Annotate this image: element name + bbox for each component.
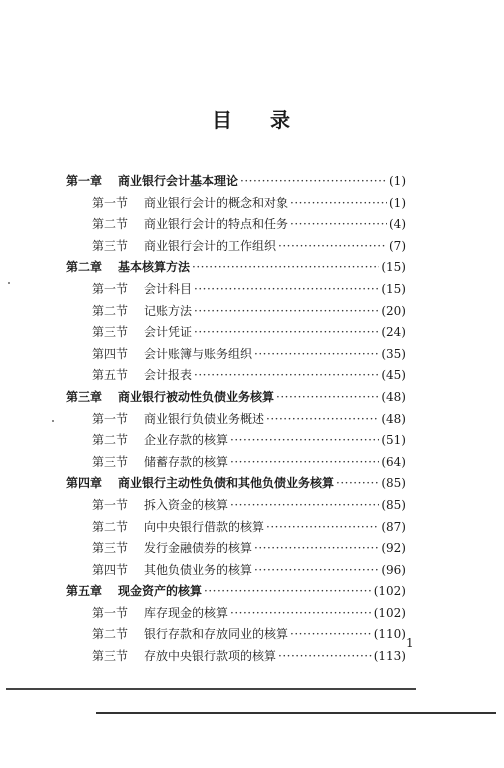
- toc-entry-number: 第二章: [66, 260, 103, 275]
- toc-chapter-row: [66, 387, 406, 409]
- toc-entry-title: 基本核算方法: [118, 260, 191, 275]
- toc-section-row: [66, 193, 406, 215]
- toc-leader-dots: [194, 322, 379, 344]
- toc-leader-dots: [278, 646, 372, 668]
- toc-chapter-row: [66, 171, 406, 193]
- toc-entry-title: 其他负债业务的核算: [144, 562, 253, 577]
- toc-leader-dots: [254, 538, 379, 560]
- toc-section-row: [66, 365, 406, 387]
- toc-leader-dots: [254, 344, 379, 366]
- toc-entry-number: 第二节: [92, 627, 129, 642]
- toc-section-row: [66, 279, 406, 301]
- toc-entry-title: 会计科目: [144, 281, 193, 296]
- toc-leader-dots: [194, 301, 379, 323]
- toc-entry-title: 存放中央银行款项的核算: [144, 649, 277, 664]
- toc-page-ref: (20): [381, 303, 406, 318]
- toc-leader-dots: [254, 560, 379, 582]
- toc-leader-dots: [194, 365, 379, 387]
- toc-page-ref: (113): [373, 649, 406, 664]
- toc-section-row: [66, 409, 406, 431]
- toc-entry-title: 商业银行会计的特点和任务: [144, 217, 289, 232]
- toc-leader-dots: [194, 279, 379, 301]
- toc-section-row: [66, 452, 406, 474]
- toc-entry-number: 第一章: [66, 174, 103, 188]
- scan-speck: [52, 420, 54, 422]
- toc-section-row: [66, 495, 406, 517]
- toc-entry-title: 发行金融债券的核算: [144, 541, 253, 556]
- toc-page-ref: (7): [389, 238, 406, 253]
- toc-entry-title: 会计凭证: [144, 325, 193, 340]
- toc-entry-title: 拆入资金的核算: [144, 497, 229, 512]
- toc-section-row: [66, 236, 406, 258]
- toc-page-ref: (92): [381, 541, 406, 556]
- toc-section-row: [66, 517, 406, 539]
- toc-entry-number: 第三节: [92, 325, 129, 340]
- toc-entry-title: 现金资产的核算: [118, 584, 203, 599]
- toc-leader-dots: [230, 452, 379, 474]
- toc-section-row: [66, 301, 406, 323]
- toc-entry-title: 库存现金的核算: [144, 605, 229, 620]
- toc-leader-dots: [230, 603, 372, 625]
- title-char-1: 目: [212, 108, 234, 132]
- toc-entry-number: 第三节: [92, 454, 129, 469]
- toc-entry-number: 第五章: [66, 584, 103, 599]
- toc-entry-number: 第五节: [92, 368, 129, 383]
- toc-entry-number: 第二节: [92, 217, 129, 232]
- toc-entry-number: 第二节: [92, 303, 129, 318]
- toc-entry-number: 第一节: [92, 281, 129, 296]
- toc-section-row: [66, 344, 406, 366]
- toc-leader-dots: [192, 257, 379, 279]
- toc-page-ref: (24): [381, 325, 406, 340]
- toc-page-ref: (35): [381, 346, 406, 361]
- toc-entry-title: 商业银行会计的概念和对象: [144, 195, 289, 210]
- toc-entry-title: 商业银行被动性负债业务核算: [118, 389, 275, 404]
- toc-page-ref: (96): [381, 562, 406, 577]
- toc-entry-title: 商业银行会计基本理论: [118, 174, 239, 188]
- toc-entry-number: 第三章: [66, 389, 103, 404]
- toc-section-row: [66, 214, 406, 236]
- toc-page-ref: (87): [381, 519, 406, 534]
- title-char-2: 录: [270, 108, 292, 132]
- toc-entry-number: 第一节: [92, 411, 129, 426]
- toc-entry-title: 会计账簿与账务组织: [144, 346, 253, 361]
- toc-page-ref: (45): [381, 368, 406, 383]
- toc-section-row: [66, 538, 406, 560]
- toc-entry-number: 第一节: [92, 497, 129, 512]
- toc-leader-dots: [266, 517, 379, 539]
- toc-leader-dots: [336, 473, 379, 495]
- toc-leader-dots: [204, 581, 372, 603]
- toc-leader-dots: [290, 193, 387, 215]
- toc-page-ref: (4): [389, 217, 406, 232]
- toc-entry-title: 向中央银行借款的核算: [144, 519, 265, 534]
- toc-page-ref: (48): [381, 389, 406, 404]
- toc-entry-number: 第四节: [92, 346, 129, 361]
- toc-page-ref: (51): [381, 433, 406, 448]
- toc-entry-number: 第二节: [92, 433, 129, 448]
- toc-section-row: [66, 624, 406, 646]
- scan-speck: [8, 282, 10, 284]
- toc-leader-dots: [230, 495, 379, 517]
- toc-section-row: [66, 603, 406, 625]
- toc-entry-number: 第二节: [92, 519, 129, 534]
- toc-section-row: [66, 560, 406, 582]
- toc-chapter-row: [66, 581, 406, 603]
- toc-page-ref: (1): [389, 174, 406, 188]
- toc-entry-title: 商业银行负债业务概述: [144, 411, 265, 426]
- toc-entry-number: 第一节: [92, 195, 129, 210]
- toc-entry-title: 储蓄存款的核算: [144, 454, 229, 469]
- toc-entry-title: 会计报表: [144, 368, 193, 383]
- toc-page-ref: (110): [373, 627, 406, 642]
- toc-page-ref: (15): [381, 281, 406, 296]
- toc-leader-dots: [276, 387, 379, 409]
- toc-entry-title: 商业银行主动性负债和其他负债业务核算: [118, 476, 335, 491]
- toc-entry-title: 记账方法: [144, 303, 193, 318]
- toc-entry-number: 第三节: [92, 238, 129, 253]
- scan-rule-line: [96, 712, 496, 714]
- toc-leader-dots: [290, 214, 387, 236]
- toc-entry-title: 企业存款的核算: [144, 433, 229, 448]
- table-of-contents: [66, 171, 406, 668]
- scan-rule-line: [6, 688, 416, 690]
- toc-leader-dots: [230, 430, 379, 452]
- toc-page-ref: (102): [373, 605, 406, 620]
- toc-entry-number: 第四节: [92, 562, 129, 577]
- toc-leader-dots: [266, 409, 379, 431]
- toc-section-row: [66, 430, 406, 452]
- toc-entry-number: 第三节: [92, 649, 129, 664]
- toc-page-ref: (48): [381, 411, 406, 426]
- toc-page-ref: (64): [381, 454, 406, 469]
- toc-entry-number: 第一节: [92, 605, 129, 620]
- toc-leader-dots: [278, 236, 387, 258]
- toc-chapter-row: [66, 473, 406, 495]
- toc-entry-number: 第三节: [92, 541, 129, 556]
- toc-entry-number: 第四章: [66, 476, 103, 491]
- toc-chapter-row: [66, 257, 406, 279]
- toc-entry-title: 银行存款和存放同业的核算: [144, 627, 289, 642]
- page-title: [0, 104, 504, 133]
- toc-leader-dots: [290, 624, 372, 646]
- toc-page-ref: (15): [381, 260, 406, 275]
- page-number: 1: [406, 636, 414, 650]
- toc-section-row: [66, 646, 406, 668]
- toc-page-ref: (85): [381, 497, 406, 512]
- toc-page-ref: (85): [381, 476, 406, 491]
- toc-page-ref: (1): [389, 195, 406, 210]
- toc-leader-dots: [240, 171, 387, 193]
- toc-section-row: [66, 322, 406, 344]
- toc-entry-title: 商业银行会计的工作组织: [144, 238, 277, 253]
- toc-page-ref: (102): [373, 584, 406, 599]
